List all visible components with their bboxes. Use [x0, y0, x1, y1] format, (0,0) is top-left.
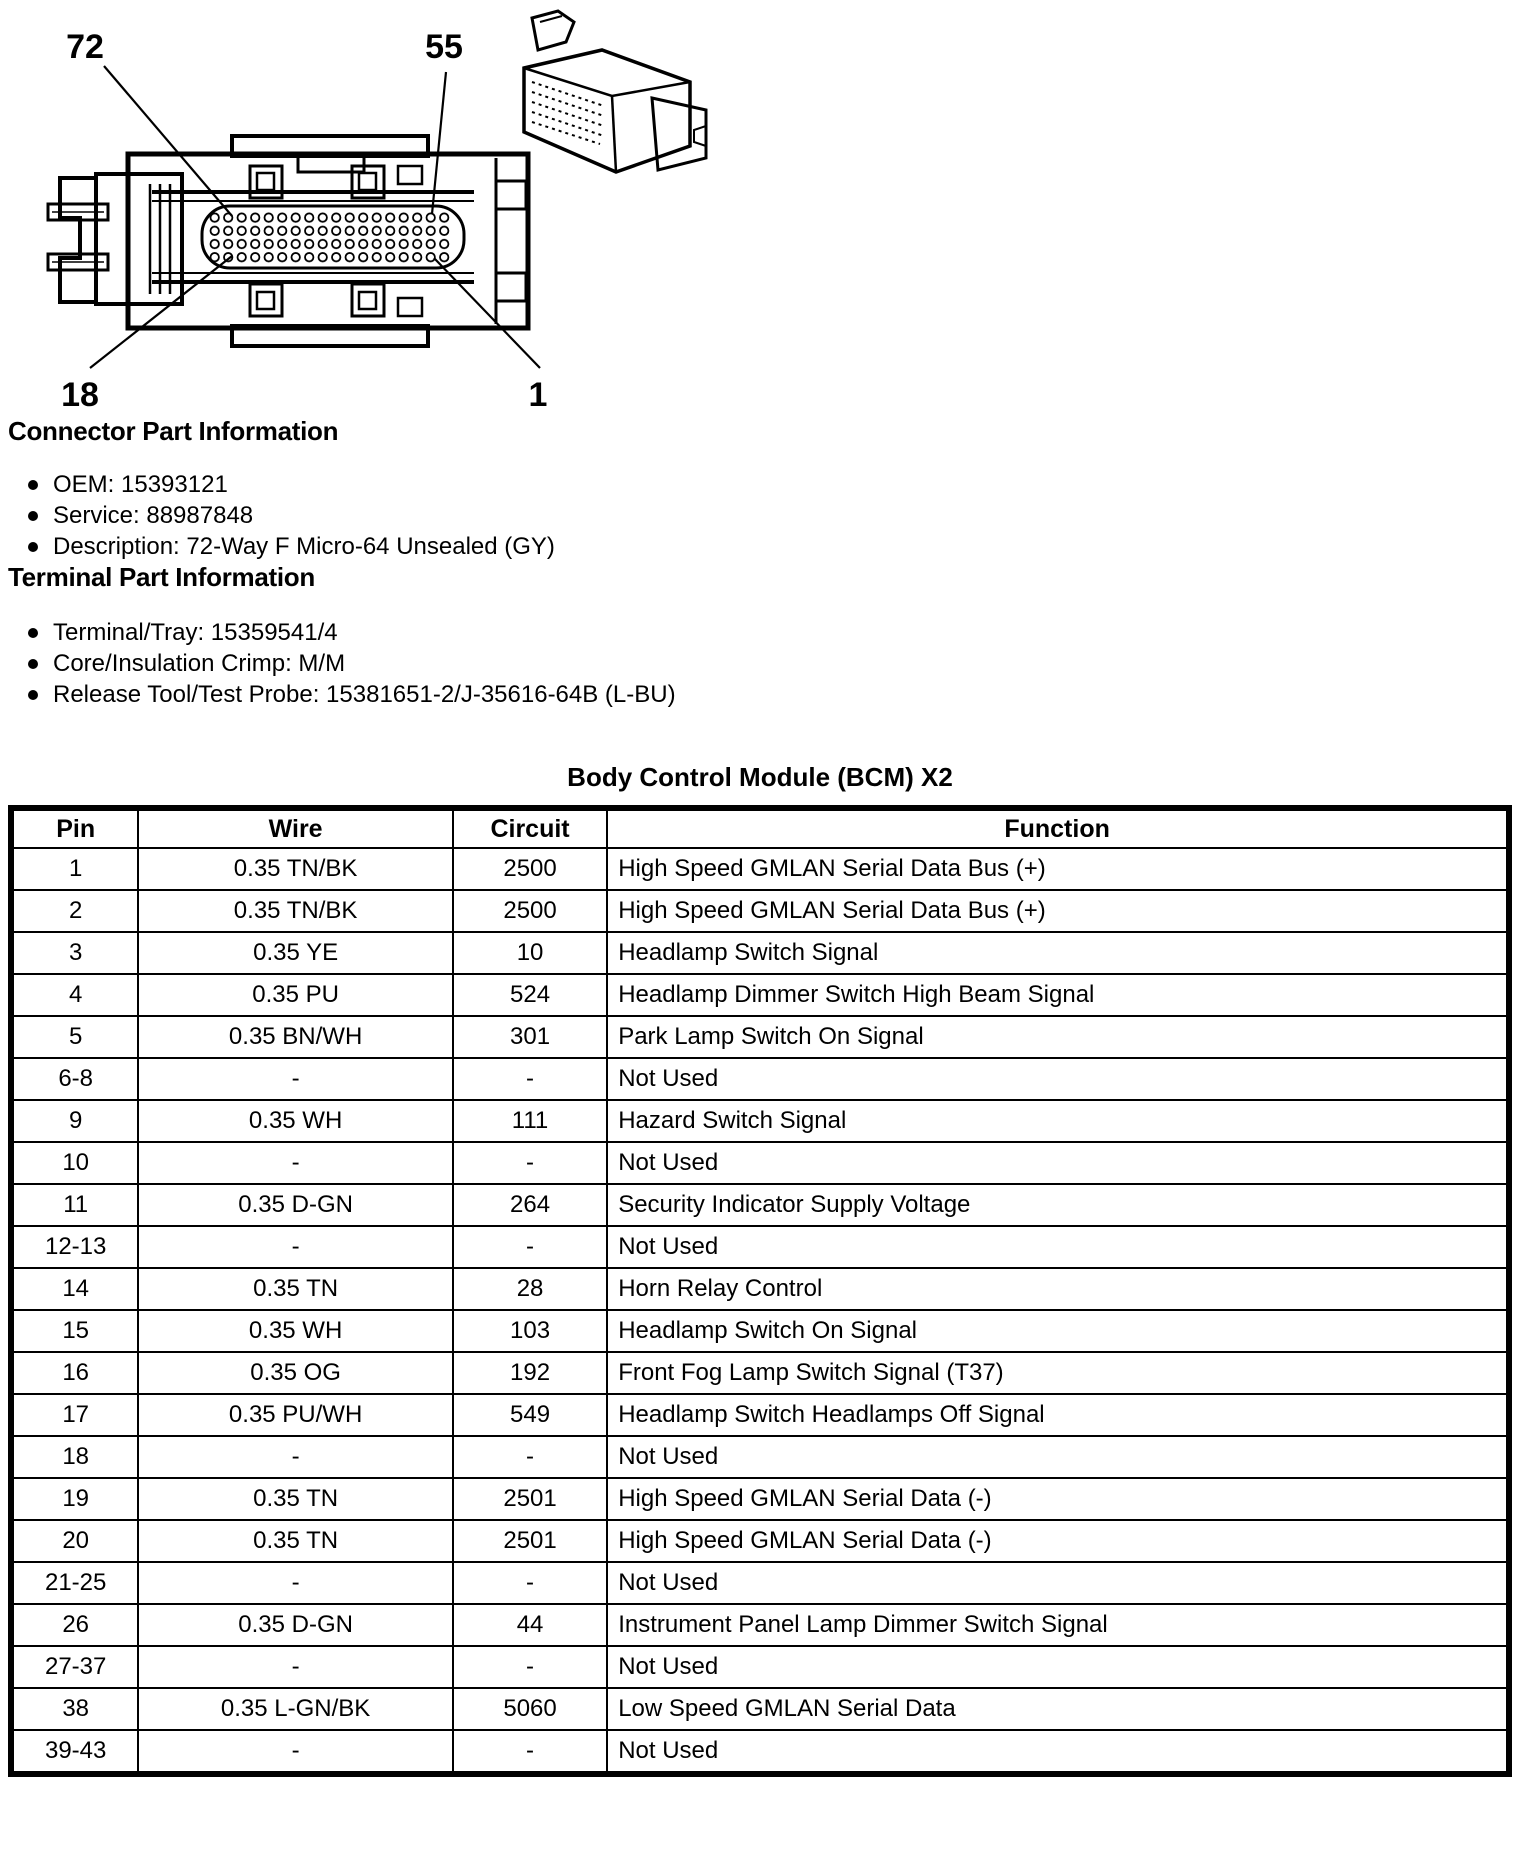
wire-cell: - — [138, 1058, 453, 1100]
column-header-circuit: Circuit — [453, 808, 607, 848]
connector-3d-view — [524, 11, 706, 172]
table-row — [11, 1100, 1509, 1142]
bullet-icon — [28, 659, 38, 669]
circuit-cell: - — [453, 1436, 607, 1478]
pin-1-label: 1 — [528, 376, 548, 414]
pin-cell: 1 — [11, 848, 138, 890]
function-cell: Instrument Panel Lamp Dimmer Switch Signal — [607, 1604, 1509, 1646]
info-text: Release Tool/Test Probe: 15381651-2/J-35616-64B (L-BU) — [53, 680, 676, 708]
table-row — [11, 1310, 1509, 1352]
table-title: Body Control Module (BCM) X2 — [567, 762, 953, 792]
circuit-cell: 111 — [453, 1100, 607, 1142]
wire-cell: 0.35 TN/BK — [138, 890, 453, 932]
function-cell: Low Speed GMLAN Serial Data — [607, 1688, 1509, 1730]
wire-cell: 0.35 BN/WH — [138, 1016, 453, 1058]
pin-cell: 21-25 — [11, 1562, 138, 1604]
circuit-cell: 44 — [453, 1604, 607, 1646]
table-row — [11, 1394, 1509, 1436]
function-cell: Not Used — [607, 1058, 1509, 1100]
function-cell: Park Lamp Switch On Signal — [607, 1016, 1509, 1058]
function-cell: Not Used — [607, 1226, 1509, 1268]
pinout-table — [8, 805, 1512, 1777]
header-row — [11, 808, 1509, 848]
pin-cell: 11 — [11, 1184, 138, 1226]
connector-front-view — [48, 136, 528, 346]
list-item — [0, 500, 1520, 531]
list-item — [0, 469, 1520, 500]
pin-cell: 5 — [11, 1016, 138, 1058]
column-header-wire: Wire — [138, 808, 453, 848]
terminal-part-information-list — [0, 617, 1520, 710]
wire-cell: - — [138, 1436, 453, 1478]
function-cell: Not Used — [607, 1142, 1509, 1184]
wire-cell: 0.35 PU — [138, 974, 453, 1016]
function-cell: Horn Relay Control — [607, 1268, 1509, 1310]
circuit-cell: 2501 — [453, 1520, 607, 1562]
wire-cell: 0.35 D-GN — [138, 1604, 453, 1646]
pin-72-label: 72 — [66, 28, 104, 66]
bullet-icon — [28, 542, 38, 552]
info-text: OEM: 15393121 — [53, 470, 228, 498]
pin-cell: 10 — [11, 1142, 138, 1184]
pin-cell: 15 — [11, 1310, 138, 1352]
circuit-cell: 301 — [453, 1016, 607, 1058]
connector-part-information-list — [0, 469, 1520, 562]
wire-cell: 0.35 TN — [138, 1268, 453, 1310]
circuit-cell: - — [453, 1730, 607, 1774]
circuit-cell: 192 — [453, 1352, 607, 1394]
pin-cell: 39-43 — [11, 1730, 138, 1774]
pin-cell: 6-8 — [11, 1058, 138, 1100]
wire-cell: 0.35 PU/WH — [138, 1394, 453, 1436]
pin-cell: 17 — [11, 1394, 138, 1436]
circuit-cell: - — [453, 1058, 607, 1100]
circuit-cell: 524 — [453, 974, 607, 1016]
connector-part-information-heading: Connector Part Information — [8, 416, 339, 446]
wire-cell: 0.35 TN — [138, 1520, 453, 1562]
list-item — [0, 648, 1520, 679]
pin-cell: 9 — [11, 1100, 138, 1142]
wire-cell: - — [138, 1646, 453, 1688]
pinout-table-body — [11, 848, 1509, 1774]
list-item — [0, 679, 1520, 710]
pin-cell: 18 — [11, 1436, 138, 1478]
circuit-cell: 103 — [453, 1310, 607, 1352]
table-row — [11, 1562, 1509, 1604]
table-row — [11, 1058, 1509, 1100]
pin-cell: 20 — [11, 1520, 138, 1562]
info-text: Description: 72-Way F Micro-64 Unsealed (GY) — [53, 532, 555, 560]
circuit-cell: 5060 — [453, 1688, 607, 1730]
table-row — [11, 1142, 1509, 1184]
pin-cell: 19 — [11, 1478, 138, 1520]
table-row — [11, 1730, 1509, 1774]
bullet-icon — [28, 480, 38, 490]
pin-cell: 14 — [11, 1268, 138, 1310]
function-cell: Headlamp Dimmer Switch High Beam Signal — [607, 974, 1509, 1016]
bullet-icon — [28, 511, 38, 521]
function-cell: Front Fog Lamp Switch Signal (T37) — [607, 1352, 1509, 1394]
table-row — [11, 1688, 1509, 1730]
function-cell: Headlamp Switch Signal — [607, 932, 1509, 974]
function-cell: Hazard Switch Signal — [607, 1100, 1509, 1142]
table-row — [11, 890, 1509, 932]
wire-cell: 0.35 L-GN/BK — [138, 1688, 453, 1730]
pin-cell: 38 — [11, 1688, 138, 1730]
table-row — [11, 1184, 1509, 1226]
function-cell: Headlamp Switch Headlamps Off Signal — [607, 1394, 1509, 1436]
wire-cell: 0.35 WH — [138, 1310, 453, 1352]
wire-cell: 0.35 TN/BK — [138, 848, 453, 890]
pin-cell: 16 — [11, 1352, 138, 1394]
circuit-cell: 28 — [453, 1268, 607, 1310]
column-header-pin: Pin — [11, 808, 138, 848]
wire-cell: 0.35 TN — [138, 1478, 453, 1520]
function-cell: High Speed GMLAN Serial Data Bus (+) — [607, 848, 1509, 890]
list-item — [0, 617, 1520, 648]
pin-cell: 3 — [11, 932, 138, 974]
table-row — [11, 1646, 1509, 1688]
table-row — [11, 1268, 1509, 1310]
circuit-cell: 549 — [453, 1394, 607, 1436]
info-text: Terminal/Tray: 15359541/4 — [53, 618, 338, 646]
pin-18-label: 18 — [61, 376, 99, 414]
function-cell: Security Indicator Supply Voltage — [607, 1184, 1509, 1226]
pin-cell: 12-13 — [11, 1226, 138, 1268]
column-header-function: Function — [607, 808, 1509, 848]
table-row — [11, 1604, 1509, 1646]
table-row — [11, 932, 1509, 974]
pin-cell: 2 — [11, 890, 138, 932]
function-cell: Headlamp Switch On Signal — [607, 1310, 1509, 1352]
wire-cell: 0.35 YE — [138, 932, 453, 974]
terminal-part-information-heading: Terminal Part Information — [8, 562, 315, 592]
circuit-cell: - — [453, 1142, 607, 1184]
function-cell: High Speed GMLAN Serial Data (-) — [607, 1478, 1509, 1520]
info-text: Service: 88987848 — [53, 501, 254, 529]
table-row — [11, 974, 1509, 1016]
circuit-cell: - — [453, 1226, 607, 1268]
wire-cell: - — [138, 1142, 453, 1184]
table-row — [11, 1520, 1509, 1562]
info-text: Core/Insulation Crimp: M/M — [53, 649, 346, 677]
connector-diagram — [0, 6, 760, 416]
table-row — [11, 1478, 1509, 1520]
wire-cell: - — [138, 1730, 453, 1774]
function-cell: Not Used — [607, 1562, 1509, 1604]
bullet-icon — [28, 690, 38, 700]
table-row — [11, 1016, 1509, 1058]
pinout-table-header — [11, 808, 1509, 848]
pin-cell: 4 — [11, 974, 138, 1016]
table-row — [11, 1352, 1509, 1394]
function-cell: High Speed GMLAN Serial Data (-) — [607, 1520, 1509, 1562]
table-row — [11, 1226, 1509, 1268]
pin-cell: 26 — [11, 1604, 138, 1646]
circuit-cell: 264 — [453, 1184, 607, 1226]
wire-cell: 0.35 D-GN — [138, 1184, 453, 1226]
pin-55-label: 55 — [425, 28, 463, 66]
function-cell: Not Used — [607, 1436, 1509, 1478]
function-cell: High Speed GMLAN Serial Data Bus (+) — [607, 890, 1509, 932]
circuit-cell: 10 — [453, 932, 607, 974]
function-cell: Not Used — [607, 1646, 1509, 1688]
wire-cell: - — [138, 1562, 453, 1604]
wire-cell: - — [138, 1226, 453, 1268]
function-cell: Not Used — [607, 1730, 1509, 1774]
list-item — [0, 531, 1520, 562]
circuit-cell: 2501 — [453, 1478, 607, 1520]
wire-cell: 0.35 OG — [138, 1352, 453, 1394]
table-row — [11, 1436, 1509, 1478]
bullet-icon — [28, 628, 38, 638]
circuit-cell: - — [453, 1562, 607, 1604]
pin-cell: 27-37 — [11, 1646, 138, 1688]
pin-grid — [208, 211, 452, 264]
wire-cell: 0.35 WH — [138, 1100, 453, 1142]
circuit-cell: - — [453, 1646, 607, 1688]
circuit-cell: 2500 — [453, 848, 607, 890]
table-row — [11, 848, 1509, 890]
circuit-cell: 2500 — [453, 890, 607, 932]
